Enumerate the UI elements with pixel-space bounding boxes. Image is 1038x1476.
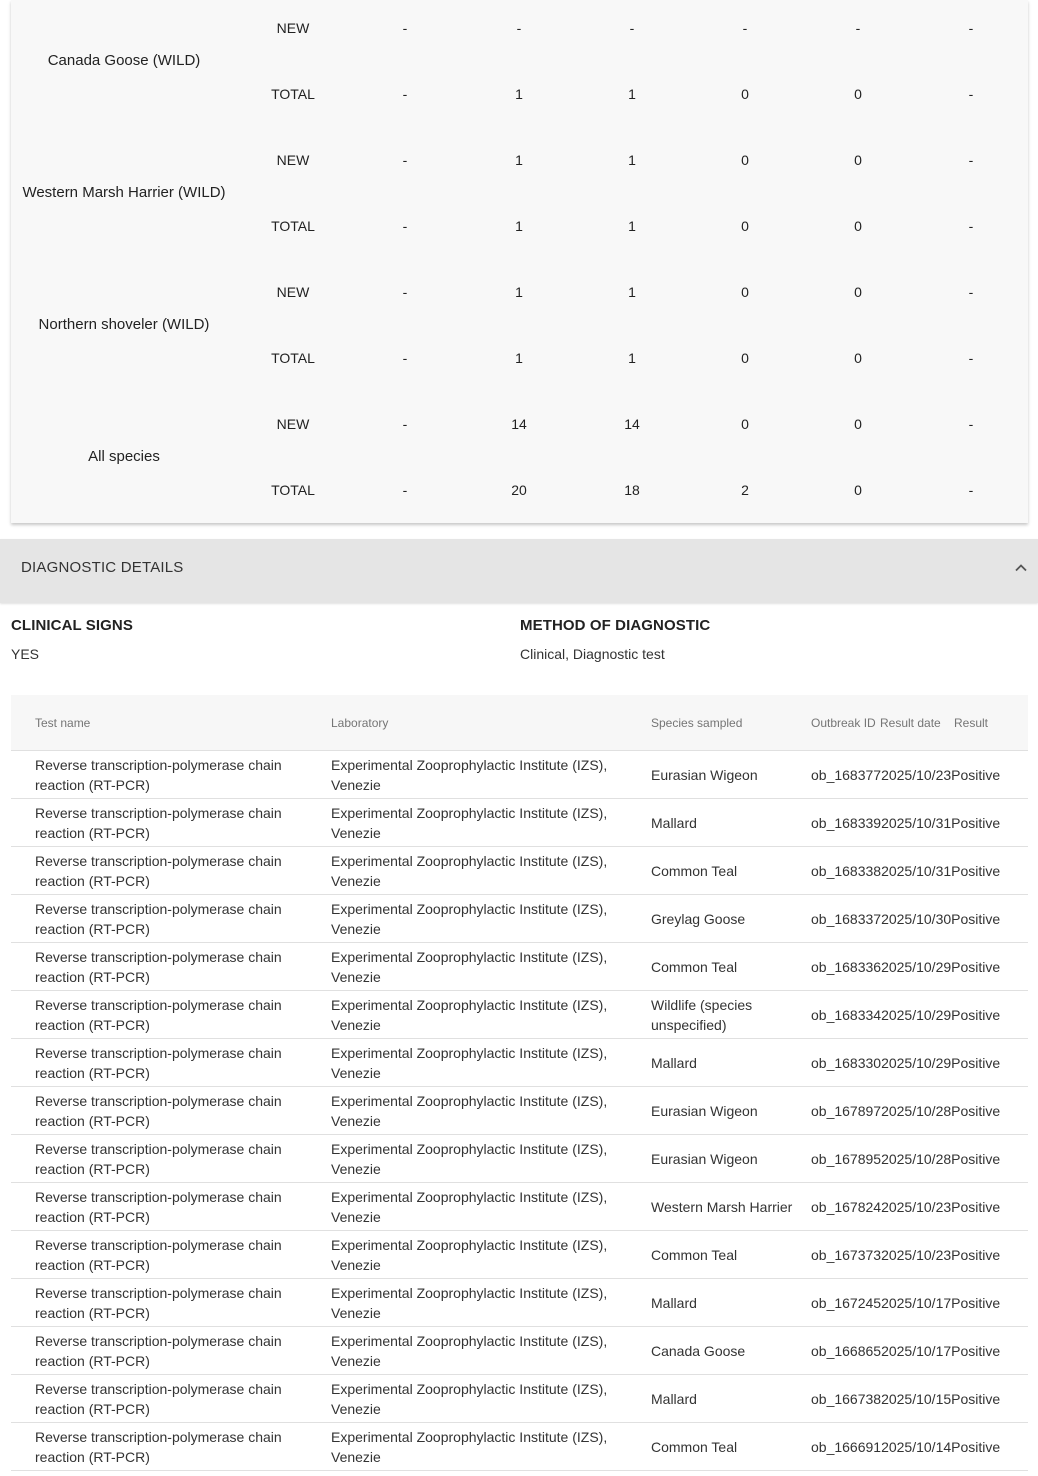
total-col-1-cell: - xyxy=(402,482,408,498)
species-name: Western Marsh Harrier (WILD) xyxy=(22,184,226,201)
new-col-2-cell: 1 xyxy=(515,152,523,168)
total-col-6-cell: - xyxy=(968,482,974,498)
laboratory-cell xyxy=(331,755,607,795)
species-sampled-cell: Greylag Goose xyxy=(651,911,746,927)
new-col-1-cell: - xyxy=(402,284,408,300)
test-name-line: Reverse transcription-polymerase chain xyxy=(35,1189,282,1205)
laboratory-cell xyxy=(331,1091,607,1131)
diagnostic-tests-table xyxy=(11,695,1028,1476)
new-col-3-cell: 1 xyxy=(628,284,636,300)
laboratory-cell xyxy=(331,1139,607,1179)
outbreak-id-date-result-cell: ob_1668652025/10/17Positive xyxy=(811,1343,1001,1359)
table-row[interactable] xyxy=(11,1183,1028,1231)
outbreak-id-date-result-cell: ob_1678242025/10/23Positive xyxy=(811,1199,1001,1215)
table-row[interactable] xyxy=(11,943,1028,991)
laboratory-line: Venezie xyxy=(331,825,381,841)
outbreak-id-date-result-cell: ob_1683362025/10/29Positive xyxy=(811,959,1001,975)
new-col-5-cell: - xyxy=(855,20,861,36)
method-of-diagnostic-label: METHOD OF DIAGNOSTIC xyxy=(520,617,711,634)
test-name-cell xyxy=(35,995,282,1035)
total-col-1-cell: - xyxy=(402,86,408,102)
laboratory-line: Venezie xyxy=(331,873,381,889)
laboratory-cell xyxy=(331,803,607,843)
column-header-outbreak-id[interactable]: Outbreak ID xyxy=(811,716,876,730)
total-col-6-cell: - xyxy=(968,86,974,102)
test-name-line: reaction (RT-PCR) xyxy=(35,969,150,985)
test-name-line: reaction (RT-PCR) xyxy=(35,825,150,841)
column-header-result-date[interactable]: Result date xyxy=(880,716,941,730)
new-col-6-cell: - xyxy=(968,416,974,432)
outbreak-id-date-result-cell: ob_1683772025/10/23Positive xyxy=(811,767,1001,783)
laboratory-line: Experimental Zooprophylactic Institute (IZS), xyxy=(331,1429,608,1445)
laboratory-cell xyxy=(331,1283,607,1323)
new-col-5-cell: 0 xyxy=(854,284,862,300)
test-name-line: Reverse transcription-polymerase chain xyxy=(35,1381,282,1397)
species-sampled-cell: Western Marsh Harrier xyxy=(651,1199,793,1215)
test-name-line: Reverse transcription-polymerase chain xyxy=(35,805,282,821)
laboratory-cell xyxy=(331,1379,607,1419)
test-name-line: reaction (RT-PCR) xyxy=(35,921,150,937)
test-name-line: reaction (RT-PCR) xyxy=(35,1113,150,1129)
total-col-6-cell: - xyxy=(968,218,974,234)
new-col-2-cell: - xyxy=(516,20,522,36)
test-name-cell xyxy=(35,1427,282,1467)
test-name-cell xyxy=(35,1331,282,1371)
test-name-line: Reverse transcription-polymerase chain xyxy=(35,949,282,965)
new-col-4-cell: - xyxy=(742,20,748,36)
clinical-signs-label: CLINICAL SIGNS xyxy=(11,617,133,634)
test-name-cell xyxy=(35,1043,282,1083)
table-row[interactable] xyxy=(11,751,1028,799)
laboratory-cell xyxy=(331,947,607,987)
test-name-cell xyxy=(35,1091,282,1131)
species-sampled-cell: Common Teal xyxy=(651,1247,738,1263)
test-name-cell xyxy=(35,1187,282,1227)
test-name-line: Reverse transcription-polymerase chain xyxy=(35,757,282,773)
laboratory-cell xyxy=(331,851,607,891)
laboratory-line: Venezie xyxy=(331,921,381,937)
test-name-line: Reverse transcription-polymerase chain xyxy=(35,997,282,1013)
new-col-4-cell: 0 xyxy=(741,416,749,432)
chevron-up-icon[interactable] xyxy=(1014,561,1028,575)
total-row xyxy=(11,346,1028,370)
total-row xyxy=(11,214,1028,238)
table-row[interactable] xyxy=(11,1375,1028,1423)
laboratory-line: Experimental Zooprophylactic Institute (IZS), xyxy=(331,853,608,869)
test-name-line: reaction (RT-PCR) xyxy=(35,1065,150,1081)
table-row[interactable] xyxy=(11,991,1028,1039)
column-header-result[interactable]: Result xyxy=(954,716,989,730)
test-name-cell xyxy=(35,899,282,939)
total-col-2-cell: 20 xyxy=(511,482,527,498)
laboratory-line: Experimental Zooprophylactic Institute (IZS), xyxy=(331,901,608,917)
laboratory-line: Experimental Zooprophylactic Institute (IZS), xyxy=(331,1093,608,1109)
total-col-5-cell: 0 xyxy=(854,350,862,366)
new-col-3-cell: - xyxy=(629,20,635,36)
laboratory-line: Experimental Zooprophylactic Institute (IZS), xyxy=(331,1237,608,1253)
total-col-5-cell: 0 xyxy=(854,86,862,102)
total-col-4-cell: 0 xyxy=(741,86,749,102)
laboratory-line: Venezie xyxy=(331,1353,381,1369)
species-sampled-cell: Common Teal xyxy=(651,959,738,975)
outbreak-id-date-result-cell: ob_1683392025/10/31Positive xyxy=(811,815,1001,831)
table-row[interactable] xyxy=(11,1087,1028,1135)
species-row-group xyxy=(11,0,1028,132)
species-sampled-cell: Canada Goose xyxy=(651,1343,746,1359)
new-col-1-cell: - xyxy=(402,152,408,168)
test-name-line: Reverse transcription-polymerase chain xyxy=(35,1141,282,1157)
total-row-type-cell: TOTAL xyxy=(271,482,315,498)
species-sampled-cell: Eurasian Wigeon xyxy=(651,1151,758,1167)
new-row-type-cell: NEW xyxy=(276,20,310,36)
new-col-6-cell: - xyxy=(968,152,974,168)
laboratory-cell xyxy=(331,1043,607,1083)
total-col-4-cell: 2 xyxy=(741,482,749,498)
species-row-group xyxy=(11,132,1028,264)
outbreak-id-date-result-cell: ob_1683342025/10/29Positive xyxy=(811,1007,1001,1023)
species-name: Northern shoveler (WILD) xyxy=(38,316,210,333)
laboratory-line: Experimental Zooprophylactic Institute (IZS), xyxy=(331,1189,608,1205)
new-row xyxy=(11,16,1028,40)
new-col-6-cell: - xyxy=(968,284,974,300)
laboratory-line: Experimental Zooprophylactic Institute (IZS), xyxy=(331,1333,608,1349)
outbreak-id-date-result-cell: ob_1666912025/10/14Positive xyxy=(811,1439,1001,1455)
total-row-type-cell: TOTAL xyxy=(271,86,315,102)
outbreak-id-date-result-cell: ob_1672452025/10/17Positive xyxy=(811,1295,1001,1311)
species-name: All species xyxy=(88,448,160,465)
table-row[interactable] xyxy=(11,1327,1028,1375)
laboratory-line: Experimental Zooprophylactic Institute (IZS), xyxy=(331,805,608,821)
test-name-line: Reverse transcription-polymerase chain xyxy=(35,1285,282,1301)
total-col-2-cell: 1 xyxy=(515,86,523,102)
laboratory-cell xyxy=(331,1427,607,1467)
new-col-2-cell: 1 xyxy=(515,284,523,300)
clinical-signs-value: YES xyxy=(11,646,40,662)
species-name: Canada Goose (WILD) xyxy=(47,52,201,69)
total-col-5-cell: 0 xyxy=(854,218,862,234)
total-col-1-cell: - xyxy=(402,350,408,366)
test-name-line: reaction (RT-PCR) xyxy=(35,1209,150,1225)
new-col-2-cell: 14 xyxy=(511,416,527,432)
species-sampled-cell: Mallard xyxy=(651,1391,697,1407)
total-col-3-cell: 1 xyxy=(628,86,636,102)
test-name-line: Reverse transcription-polymerase chain xyxy=(35,1093,282,1109)
laboratory-cell xyxy=(331,1331,607,1371)
laboratory-cell xyxy=(331,1187,607,1227)
laboratory-line: Venezie xyxy=(331,1209,381,1225)
species-line: unspecified) xyxy=(651,1017,727,1033)
test-name-cell xyxy=(35,1283,282,1323)
laboratory-line: Venezie xyxy=(331,1449,381,1465)
new-col-4-cell: 0 xyxy=(741,284,749,300)
species-summary-table xyxy=(11,0,1028,523)
new-col-4-cell: 0 xyxy=(741,152,749,168)
total-col-1-cell: - xyxy=(402,218,408,234)
new-row xyxy=(11,280,1028,304)
test-name-cell xyxy=(35,947,282,987)
outbreak-id-date-result-cell: ob_1673732025/10/23Positive xyxy=(811,1247,1001,1263)
outbreak-id-date-result-cell: ob_1678952025/10/28Positive xyxy=(811,1151,1001,1167)
laboratory-line: Experimental Zooprophylactic Institute (IZS), xyxy=(331,1381,608,1397)
new-row xyxy=(11,148,1028,172)
new-col-1-cell: - xyxy=(402,20,408,36)
test-name-line: Reverse transcription-polymerase chain xyxy=(35,1237,282,1253)
total-col-3-cell: 1 xyxy=(628,350,636,366)
laboratory-cell xyxy=(331,995,607,1035)
total-col-5-cell: 0 xyxy=(854,482,862,498)
laboratory-line: Experimental Zooprophylactic Institute (IZS), xyxy=(331,757,608,773)
species-sampled-cell xyxy=(651,995,752,1035)
species-row-group xyxy=(11,396,1028,528)
test-name-cell xyxy=(35,1379,282,1419)
diagnostic-details-header[interactable] xyxy=(0,539,1038,603)
test-name-cell xyxy=(35,851,282,891)
table-row[interactable] xyxy=(11,1279,1028,1327)
total-row-type-cell: TOTAL xyxy=(271,350,315,366)
laboratory-line: Venezie xyxy=(331,969,381,985)
test-name-cell xyxy=(35,1235,282,1275)
new-col-5-cell: 0 xyxy=(854,152,862,168)
column-header-species-sampled[interactable]: Species sampled xyxy=(651,716,743,730)
species-sampled-cell: Mallard xyxy=(651,815,697,831)
new-col-3-cell: 1 xyxy=(628,152,636,168)
new-row-type-cell: NEW xyxy=(276,152,310,168)
new-col-1-cell: - xyxy=(402,416,408,432)
total-col-2-cell: 1 xyxy=(515,350,523,366)
total-col-3-cell: 18 xyxy=(624,482,640,498)
new-col-6-cell: - xyxy=(968,20,974,36)
species-row-group xyxy=(11,264,1028,396)
section-title: DIAGNOSTIC DETAILS xyxy=(21,559,184,576)
laboratory-line: Experimental Zooprophylactic Institute (IZS), xyxy=(331,1045,608,1061)
outbreak-id-date-result-cell: ob_1678972025/10/28Positive xyxy=(811,1103,1001,1119)
table-row[interactable] xyxy=(11,1135,1028,1183)
test-name-line: reaction (RT-PCR) xyxy=(35,873,150,889)
laboratory-line: Venezie xyxy=(331,1305,381,1321)
table-row[interactable] xyxy=(11,895,1028,943)
test-name-line: reaction (RT-PCR) xyxy=(35,1449,150,1465)
laboratory-line: Experimental Zooprophylactic Institute (IZS), xyxy=(331,997,608,1013)
total-row xyxy=(11,82,1028,106)
laboratory-line: Experimental Zooprophylactic Institute (IZS), xyxy=(331,949,608,965)
total-col-3-cell: 1 xyxy=(628,218,636,234)
test-name-line: reaction (RT-PCR) xyxy=(35,1305,150,1321)
test-name-line: reaction (RT-PCR) xyxy=(35,1401,150,1417)
species-sampled-cell: Eurasian Wigeon xyxy=(651,1103,758,1119)
species-sampled-cell: Common Teal xyxy=(651,863,738,879)
test-name-line: Reverse transcription-polymerase chain xyxy=(35,1429,282,1445)
outbreak-id-date-result-cell: ob_1683302025/10/29Positive xyxy=(811,1055,1001,1071)
new-row xyxy=(11,412,1028,436)
new-row-type-cell: NEW xyxy=(276,284,310,300)
laboratory-line: Venezie xyxy=(331,1065,381,1081)
column-header-laboratory[interactable]: Laboratory xyxy=(331,716,389,730)
total-col-4-cell: 0 xyxy=(741,350,749,366)
outbreak-id-date-result-cell: ob_1667382025/10/15Positive xyxy=(811,1391,1001,1407)
laboratory-line: Experimental Zooprophylactic Institute (IZS), xyxy=(331,1285,608,1301)
species-line: Wildlife (species xyxy=(651,997,753,1013)
test-name-line: Reverse transcription-polymerase chain xyxy=(35,901,282,917)
new-col-5-cell: 0 xyxy=(854,416,862,432)
test-name-cell xyxy=(35,803,282,843)
test-name-line: reaction (RT-PCR) xyxy=(35,1017,150,1033)
test-name-line: reaction (RT-PCR) xyxy=(35,1353,150,1369)
total-col-4-cell: 0 xyxy=(741,218,749,234)
table-row[interactable] xyxy=(11,799,1028,847)
laboratory-cell xyxy=(331,899,607,939)
test-name-line: Reverse transcription-polymerase chain xyxy=(35,853,282,869)
laboratory-line: Venezie xyxy=(331,1401,381,1417)
laboratory-cell xyxy=(331,1235,607,1275)
test-name-line: reaction (RT-PCR) xyxy=(35,1161,150,1177)
table-header xyxy=(11,695,1028,751)
test-name-cell xyxy=(35,1139,282,1179)
table-row[interactable] xyxy=(11,847,1028,895)
laboratory-line: Venezie xyxy=(331,1257,381,1273)
test-name-line: Reverse transcription-polymerase chain xyxy=(35,1045,282,1061)
laboratory-line: Venezie xyxy=(331,1161,381,1177)
column-header-test-name[interactable]: Test name xyxy=(35,716,91,730)
total-col-2-cell: 1 xyxy=(515,218,523,234)
outbreak-id-date-result-cell: ob_1683372025/10/30Positive xyxy=(811,911,1001,927)
test-name-line: reaction (RT-PCR) xyxy=(35,1257,150,1273)
laboratory-line: Venezie xyxy=(331,1113,381,1129)
test-name-line: Reverse transcription-polymerase chain xyxy=(35,1333,282,1349)
total-col-6-cell: - xyxy=(968,350,974,366)
laboratory-line: Venezie xyxy=(331,1017,381,1033)
test-name-line: reaction (RT-PCR) xyxy=(35,777,150,793)
species-sampled-cell: Mallard xyxy=(651,1055,697,1071)
species-sampled-cell: Eurasian Wigeon xyxy=(651,767,758,783)
new-col-3-cell: 14 xyxy=(624,416,640,432)
total-row-type-cell: TOTAL xyxy=(271,218,315,234)
table-row[interactable] xyxy=(11,1231,1028,1279)
laboratory-line: Experimental Zooprophylactic Institute (IZS), xyxy=(331,1141,608,1157)
table-row[interactable] xyxy=(11,1423,1028,1471)
test-name-cell xyxy=(35,755,282,795)
species-sampled-cell: Common Teal xyxy=(651,1439,738,1455)
method-of-diagnostic-value: Clinical, Diagnostic test xyxy=(520,646,665,662)
total-row xyxy=(11,478,1028,502)
outbreak-id-date-result-cell: ob_1683382025/10/31Positive xyxy=(811,863,1001,879)
laboratory-line: Venezie xyxy=(331,777,381,793)
new-row-type-cell: NEW xyxy=(276,416,310,432)
species-sampled-cell: Mallard xyxy=(651,1295,697,1311)
table-row[interactable] xyxy=(11,1039,1028,1087)
